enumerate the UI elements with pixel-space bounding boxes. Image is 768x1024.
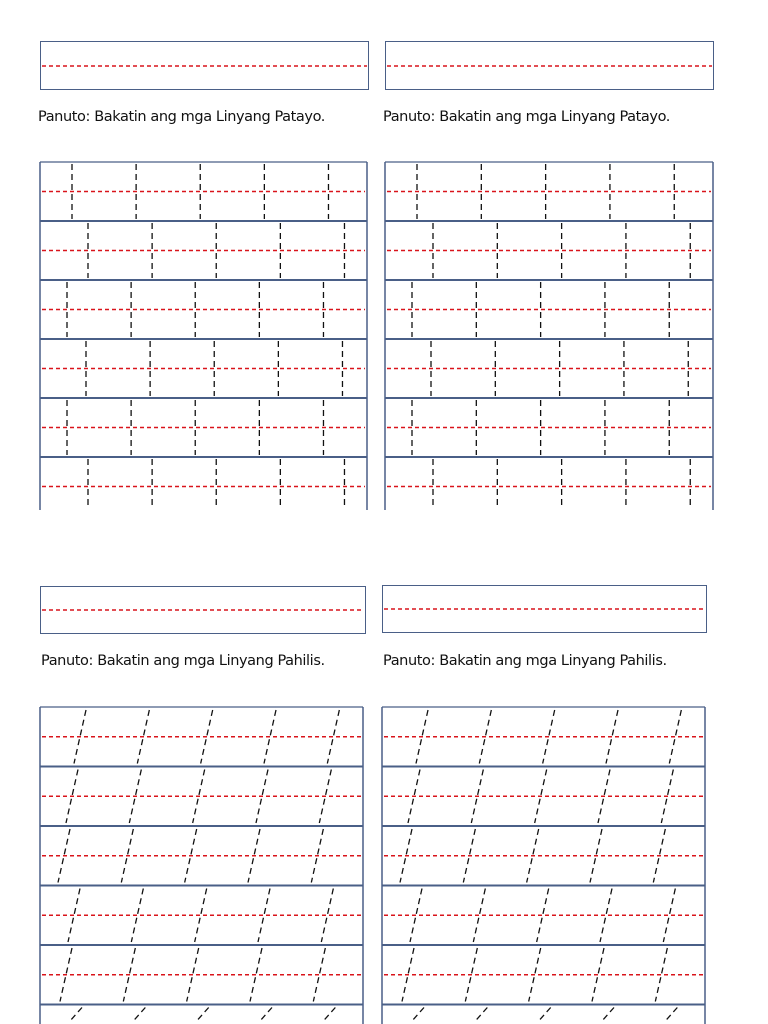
trace-stroke xyxy=(133,1008,145,1022)
trace-stroke xyxy=(539,1008,551,1022)
trace-stroke xyxy=(323,1008,335,1022)
trace-stroke xyxy=(412,1008,424,1022)
trace-stroke xyxy=(197,1008,209,1022)
instruction-top-left: Panuto: Bakatin ang mga Linyang Patayo. xyxy=(38,109,326,125)
trace-stroke xyxy=(260,1008,272,1022)
trace-stroke xyxy=(665,1008,677,1022)
trace-stroke xyxy=(602,1008,614,1022)
trace-stroke xyxy=(475,1008,487,1022)
instruction-bottom-right: Panuto: Bakatin ang mga Linyang Pahilis. xyxy=(383,653,667,669)
instruction-bottom-left: Panuto: Bakatin ang mga Linyang Pahilis. xyxy=(41,653,325,669)
trace-stroke xyxy=(70,1008,82,1022)
instruction-top-right: Panuto: Bakatin ang mga Linyang Patayo. xyxy=(383,109,671,125)
